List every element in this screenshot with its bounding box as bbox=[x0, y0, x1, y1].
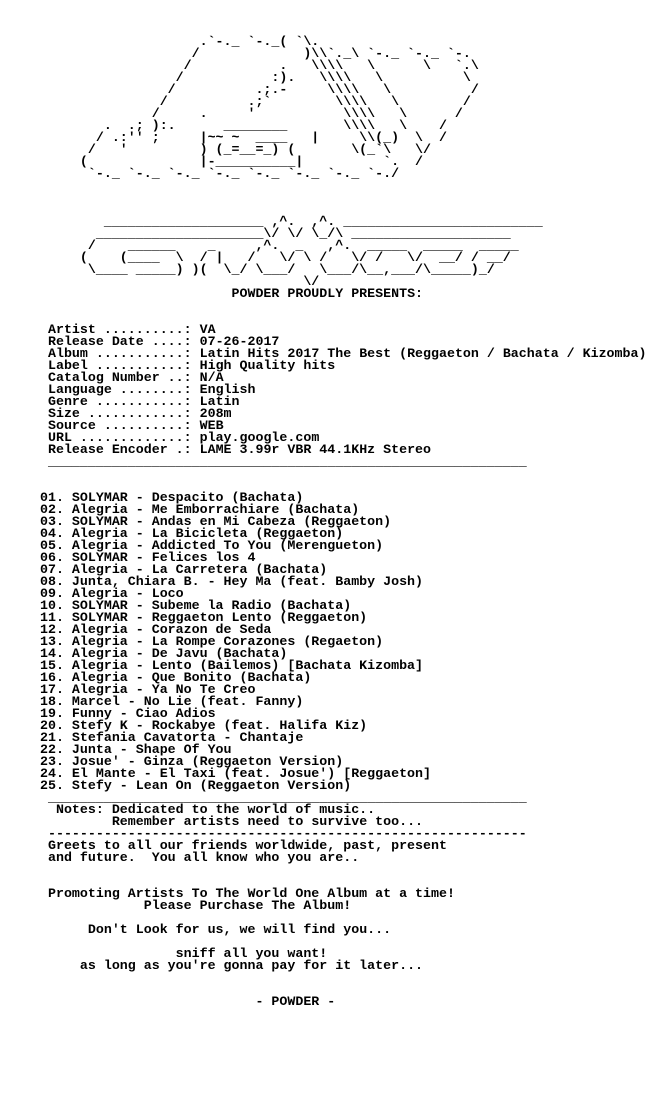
info-key: Size ............: bbox=[47, 406, 192, 421]
info-key: Release Date ....: bbox=[47, 334, 192, 349]
info-value: English bbox=[199, 382, 256, 397]
release-info bbox=[40, 324, 656, 456]
promo-line: Please Purchase The Album! bbox=[143, 898, 352, 913]
track-item: 05. Alegria - Addicted To You (Merengueton) bbox=[40, 538, 384, 553]
track-item: 07. Alegria - La Carretera (Bachata) bbox=[40, 562, 328, 577]
track-item: 03. SOLYMAR - Andas en Mi Cabeza (Reggaeton) bbox=[40, 514, 392, 529]
nfo-document bbox=[40, 36, 656, 1008]
info-value: play.google.com bbox=[199, 430, 320, 445]
track-item: 02. Alegria - Me Emborrachiare (Bachata) bbox=[40, 502, 360, 517]
info-value: 07-26-2017 bbox=[199, 334, 280, 349]
track-item: 24. El Mante - El Taxi (feat. Josue') [Reggaeton] bbox=[40, 766, 431, 781]
track-item: 10. SOLYMAR - Subeme la Radio (Bachata) bbox=[40, 598, 352, 613]
powder-logo-ascii-art: ____________________ ,^. ,^. _________________________ _____________________\/ \/ \_/\ ____________________ / ______ _ ,^. _ ,^. _____ _____ _____ ( (____ \ / | / \/ \ / \/ / \/ __/ / __/ \____ _____) )( \_/ \___/ \___/\__,___/\_____)_/ \/ bbox=[79, 214, 543, 289]
info-key: Label ...........: bbox=[47, 358, 192, 373]
notes-line: Remember artists need to survive too... bbox=[111, 814, 424, 829]
track-item: 17. Alegria - Ya No Te Creo bbox=[40, 682, 256, 697]
track-item: 12. Alegria - Corazon de Seda bbox=[40, 622, 272, 637]
cassette-ascii-art: .`-._ `-._( `\. / )\\`._\ `-._ `-._ `-. / . \\\\ \ \ `.\ / :). \\\\ \ \ / .;.- \\\\ \ / / .;` \\\\ \ / / . ' \\\\ \ / . .; ):. ________ \\\\ \ / / .:'' ; |~~ ~ ____ | \\(_) \ / / ' ) (_=__=_) ( \(_`\ \/ ( |-__________| `. / `-._ `-._ `-._ `-._ `-._ `-._ `-._ `-./ bbox=[79, 34, 479, 181]
track-item: 08. Junta, Chiara B. - Hey Ma (feat. Bamby Josh) bbox=[40, 574, 424, 589]
info-key: Genre ...........: bbox=[47, 394, 192, 409]
divider: ____________________________________________________________ bbox=[47, 790, 527, 805]
tracklist bbox=[40, 492, 656, 792]
track-item: 14. Alegria - De Javu (Bachata) bbox=[40, 646, 288, 661]
info-value: LAME 3.99r VBR 44.1KHz Stereo bbox=[199, 442, 432, 457]
track-item: 09. Alegria - Loco bbox=[40, 586, 184, 601]
info-key: Catalog Number ..: bbox=[47, 370, 192, 385]
track-item: 11. SOLYMAR - Reggaeton Lento (Reggaeton) bbox=[40, 610, 368, 625]
info-value: High Quality hits bbox=[199, 358, 336, 373]
info-value: WEB bbox=[199, 418, 224, 433]
track-item: 06. SOLYMAR - Felices los 4 bbox=[40, 550, 256, 565]
track-item: 04. Alegria - La Bicicleta (Reggaeton) bbox=[40, 526, 344, 541]
track-item: 23. Josue' - Ginza (Reggaeton Version) bbox=[40, 754, 344, 769]
track-item: 22. Junta - Shape Of You bbox=[40, 742, 232, 757]
footer-line: - POWDER - bbox=[255, 994, 336, 1009]
info-value: N/A bbox=[199, 370, 224, 385]
track-item: 19. Funny - Ciao Adios bbox=[40, 706, 216, 721]
presents-text: POWDER PROUDLY PRESENTS: bbox=[231, 286, 424, 301]
greets-line: Greets to all our friends worldwide, past, present bbox=[47, 838, 447, 853]
track-item: 01. SOLYMAR - Despacito (Bachata) bbox=[40, 490, 304, 505]
sniff-line: sniff all you want! bbox=[175, 946, 328, 961]
info-key: Language ........: bbox=[47, 382, 192, 397]
info-value: 208m bbox=[199, 406, 232, 421]
info-key: Source ..........: bbox=[47, 418, 192, 433]
promo-line: Promoting Artists To The World One Album at a time! bbox=[47, 886, 455, 901]
info-key: Album ...........: bbox=[47, 346, 192, 361]
info-value: Latin bbox=[199, 394, 240, 409]
sniff-line: as long as you're gonna pay for it later... bbox=[79, 958, 424, 973]
track-item: 16. Alegria - Que Bonito (Bachata) bbox=[40, 670, 312, 685]
notes-line: Notes: Dedicated to the world of music.. bbox=[55, 802, 376, 817]
info-key: Release Encoder .: bbox=[47, 442, 192, 457]
info-key: URL .............: bbox=[47, 430, 192, 445]
divider: ____________________________________________________________ bbox=[47, 454, 527, 469]
track-item: 20. Stefy K - Rockabye (feat. Halifa Kiz) bbox=[40, 718, 368, 733]
info-value: Latin Hits 2017 The Best (Reggaeton / Bachata / Kizomba) bbox=[199, 346, 647, 361]
track-item: 15. Alegria - Lento (Bailemos) [Bachata Kizomba] bbox=[40, 658, 424, 673]
track-item: 21. Stefania Cavatorta - Chantaje bbox=[40, 730, 304, 745]
info-key: Artist ..........: bbox=[47, 322, 192, 337]
dont-look-line: Don't Look for us, we will find you... bbox=[87, 922, 392, 937]
track-item: 13. Alegria - La Rompe Corazones (Regaeton) bbox=[40, 634, 384, 649]
info-value: VA bbox=[199, 322, 216, 337]
track-item: 18. Marcel - No Lie (feat. Fanny) bbox=[40, 694, 304, 709]
presents-line bbox=[40, 288, 656, 300]
track-item: 25. Stefy - Lean On (Reggaeton Version) bbox=[40, 778, 352, 793]
greets-line: and future. You all know who you are.. bbox=[47, 850, 360, 865]
dashes-divider: ------------------------------------------------------------ bbox=[47, 826, 527, 841]
